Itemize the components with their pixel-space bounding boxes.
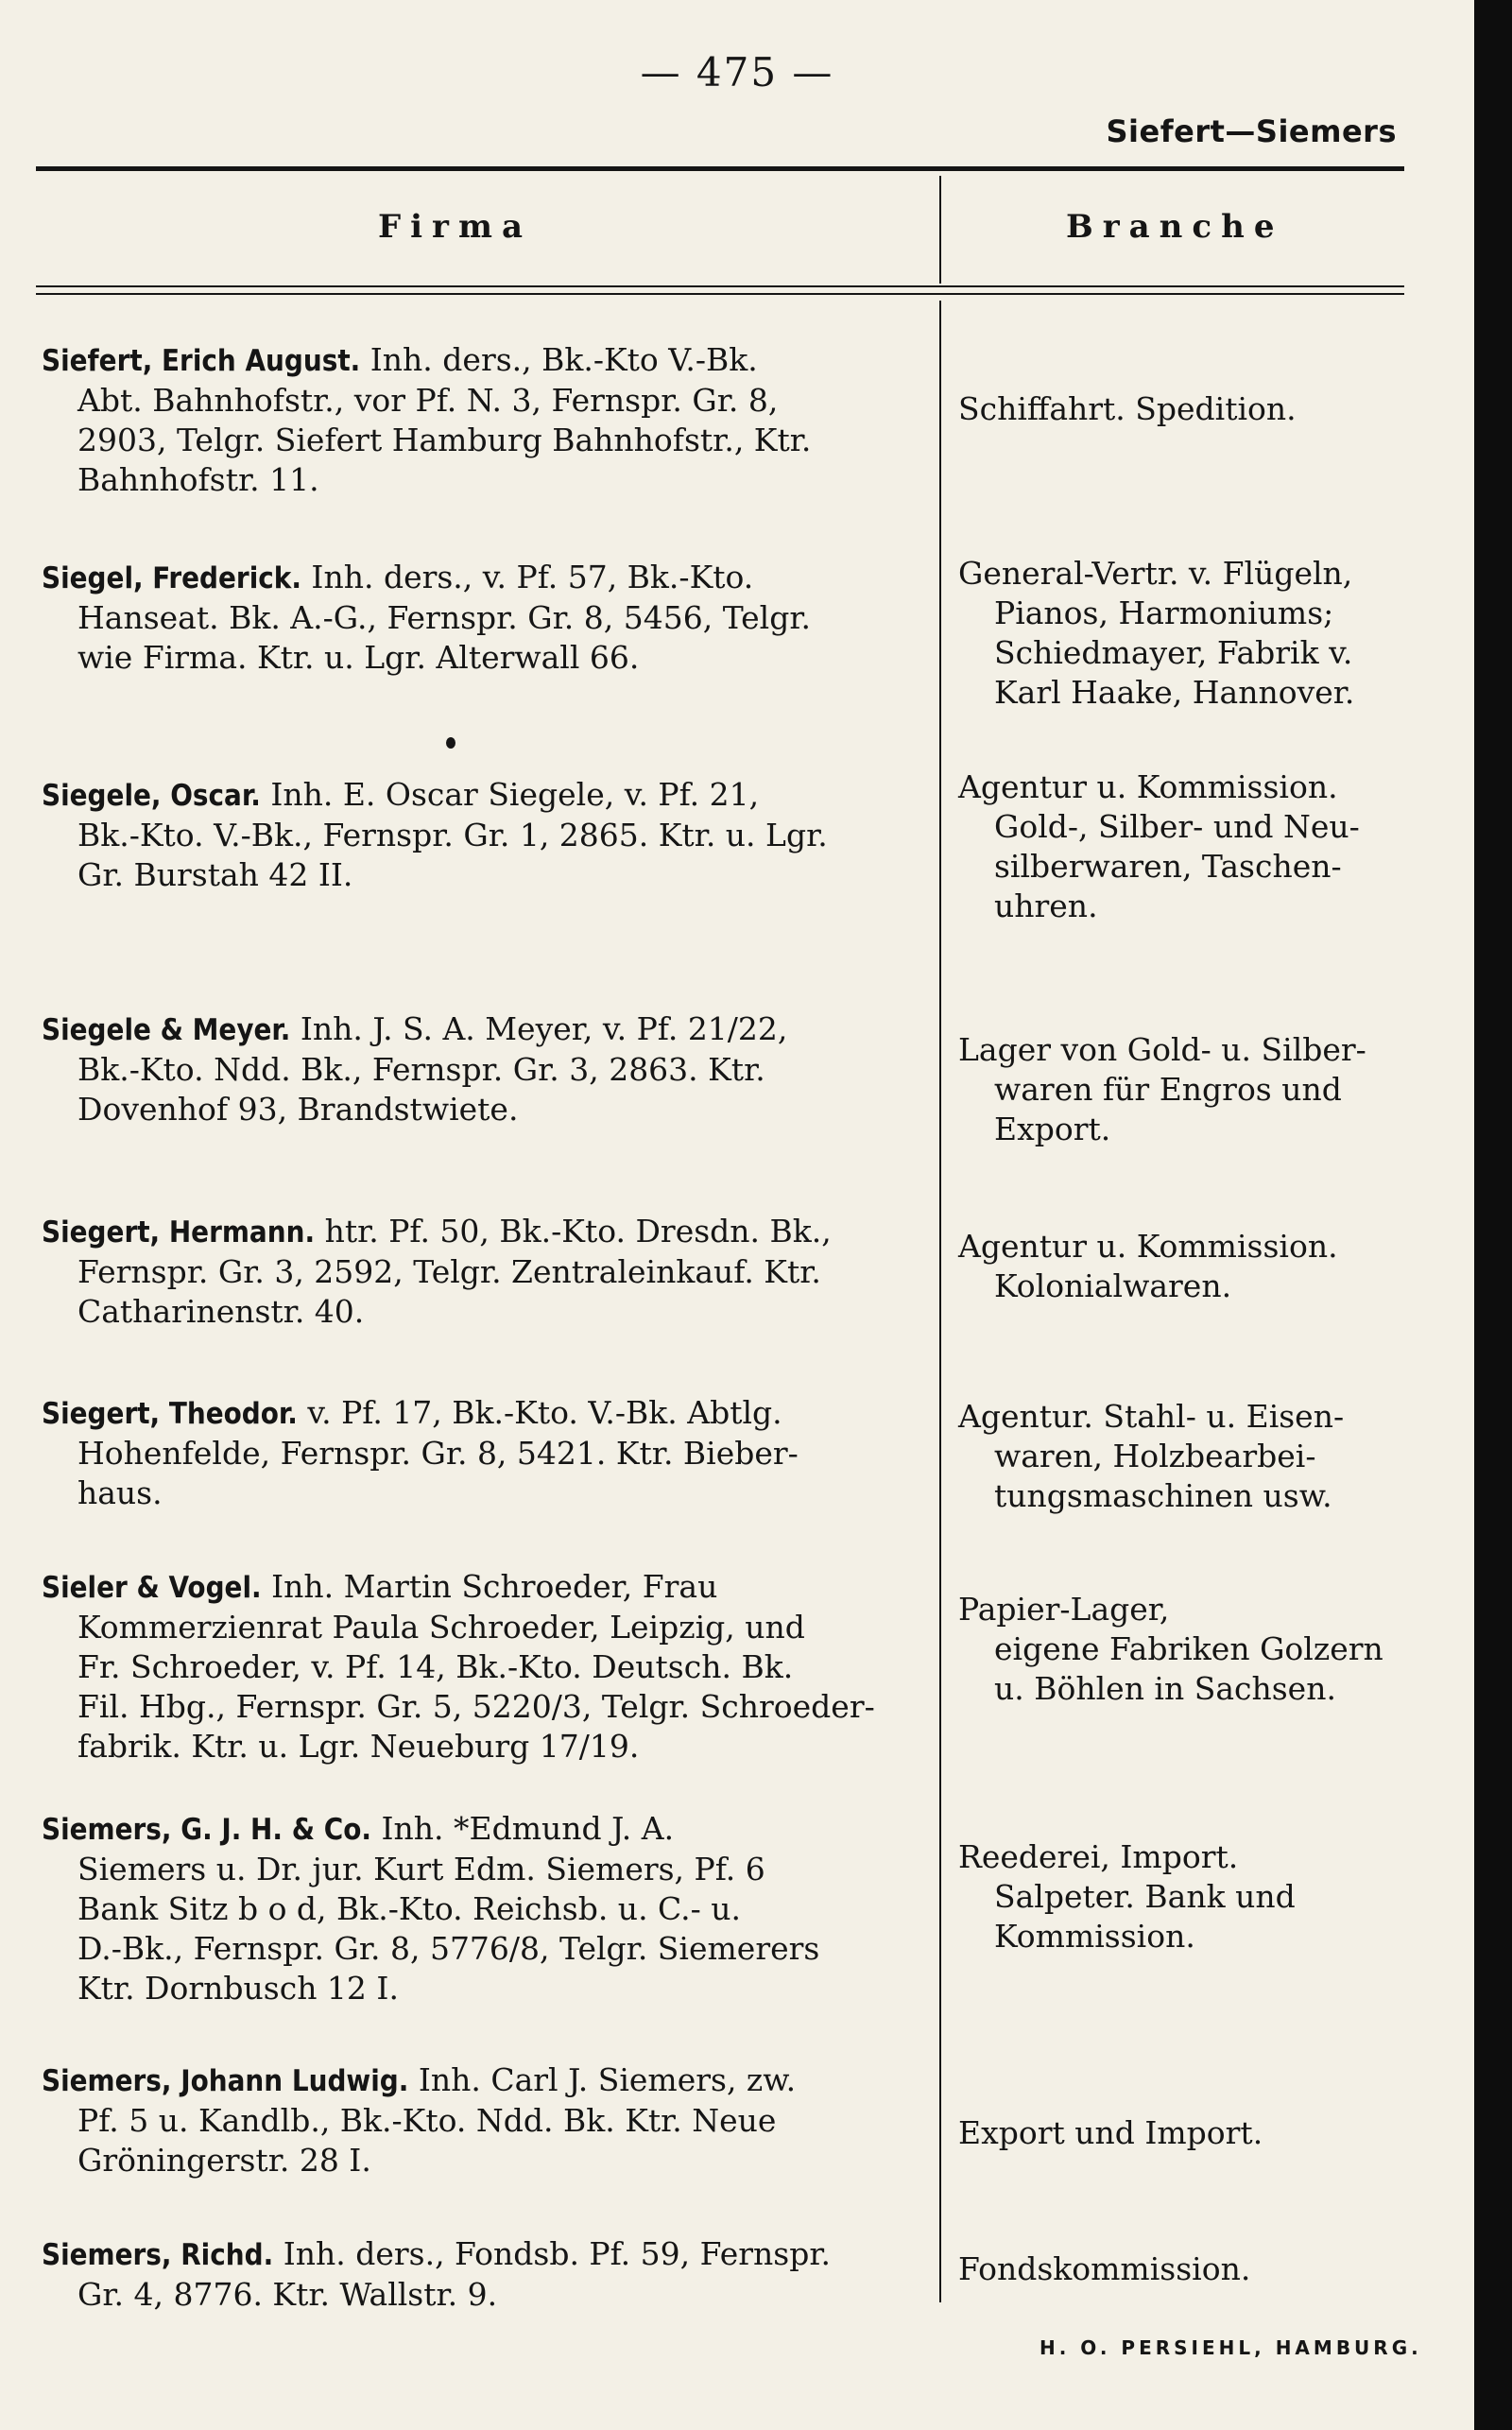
branche-line: Kommission. — [994, 1918, 1195, 1955]
branche-line: Salpeter. Bank und — [994, 1878, 1296, 1915]
firma-details: Siemers u. Dr. jur. Kurt Edm. Siemers, Pf. 6 — [77, 1851, 765, 1887]
branche-text — [958, 2249, 1431, 2289]
firma-line — [42, 816, 937, 855]
column-heading-branche: Branche — [1066, 208, 1284, 246]
firma-text — [42, 775, 937, 895]
firma-text — [42, 1809, 937, 2008]
firma-details: Bahnhofstr. 11. — [77, 461, 319, 498]
branche-line: silberwaren, Taschen- — [994, 848, 1342, 885]
branche-line: Reederei, Import. — [958, 1838, 1239, 1875]
firma-first-line — [42, 1212, 937, 1252]
firma-details: Bank Sitz b o d, Bk.-Kto. Reichsb. u. C.- u. — [77, 1890, 741, 1927]
firma-details: Kommerzienrat Paula Schroeder, Leipzig, und — [77, 1609, 805, 1646]
branche-text — [958, 1397, 1431, 1516]
firma-details: Pf. 5 u. Kandlb., Bk.-Kto. Ndd. Bk. Ktr. Neue — [77, 2102, 777, 2139]
page-edge — [1474, 0, 1512, 2430]
branche-line: Karl Haake, Hannover. — [994, 674, 1355, 711]
body-column-divider — [939, 301, 941, 2302]
header-column-divider — [939, 176, 941, 284]
firma-first-line — [42, 775, 937, 816]
branche-line: Gold-, Silber- und Neu- — [994, 808, 1360, 845]
company-name: Siegele & Meyer. — [42, 1013, 291, 1047]
firma-line — [42, 1647, 937, 1687]
branche-text — [958, 1227, 1431, 1306]
firma-first-line — [42, 2234, 937, 2275]
firma-line — [42, 421, 937, 460]
column-heading-firma: Firma — [378, 208, 532, 246]
branche-text — [958, 1837, 1431, 1956]
page-number: — 475 — — [640, 49, 834, 95]
firma-text — [42, 1009, 937, 1129]
branche-line: General-Vertr. v. Flügeln, — [958, 555, 1353, 592]
firma-details: fabrik. Ktr. u. Lgr. Neueburg 17/19. — [77, 1728, 640, 1765]
firma-details: Inh. *Edmund J. A. — [381, 1810, 675, 1847]
branche-line: waren für Engros und — [994, 1071, 1342, 1108]
firma-details: Catharinenstr. 40. — [77, 1293, 365, 1330]
firma-line — [42, 1434, 937, 1474]
firma-details: Fernspr. Gr. 3, 2592, Telgr. Zentraleinkauf. Ktr. — [77, 1253, 821, 1290]
firma-text — [42, 1212, 937, 1332]
firma-text — [42, 1393, 937, 1513]
branche-text — [958, 389, 1431, 429]
firma-details: haus. — [77, 1474, 163, 1511]
firma-details: Hohenfelde, Fernspr. Gr. 8, 5421. Ktr. Bieber- — [77, 1435, 799, 1472]
firma-details: Ktr. Dornbusch 12 I. — [77, 1970, 399, 2007]
branche-text — [958, 1030, 1431, 1149]
firma-line — [42, 1687, 937, 1727]
firma-details: Inh. ders., Bk.-Kto V.-Bk. — [369, 341, 758, 378]
firma-first-line — [42, 340, 937, 381]
ink-dot — [446, 737, 455, 749]
firma-details: Fr. Schroeder, v. Pf. 14, Bk.-Kto. Deutsch. Bk. — [77, 1648, 794, 1685]
branche-line: Agentur u. Kommission. — [958, 1228, 1338, 1265]
company-name: Siefert, Erich August. — [42, 344, 361, 378]
firma-line — [42, 460, 937, 500]
branche-line: Fondskommission. — [958, 2250, 1251, 2287]
firma-text — [42, 2060, 937, 2180]
firma-text — [42, 1567, 937, 1766]
company-name: Siemers, Johann Ludwig. — [42, 2064, 409, 2098]
firma-line — [42, 1929, 937, 1969]
firma-details: Hanseat. Bk. A.-G., Fernspr. Gr. 8, 5456, Telgr. — [77, 599, 811, 636]
firma-details: Fil. Hbg., Fernspr. Gr. 5, 5220/3, Telgr. Schroeder- — [77, 1688, 875, 1725]
firma-first-line — [42, 1009, 937, 1050]
branche-line: uhren. — [994, 888, 1098, 924]
firma-line — [42, 598, 937, 638]
branche-text — [958, 1590, 1431, 1709]
firma-line — [42, 638, 937, 678]
header-rule-double-1 — [36, 285, 1404, 287]
firma-line — [42, 855, 937, 895]
branche-line: tungsmaschinen usw. — [994, 1477, 1332, 1514]
branche-line: Schiedmayer, Fabrik v. — [994, 634, 1353, 671]
firma-details: Gröningerstr. 28 I. — [77, 2142, 371, 2179]
branche-line: Export. — [994, 1111, 1111, 1147]
firma-details: Inh. Carl J. Siemers, zw. — [418, 2061, 797, 2098]
running-head: Siefert—Siemers — [1106, 113, 1397, 149]
firma-first-line — [42, 558, 937, 598]
branche-line: Pianos, Harmoniums; — [994, 595, 1334, 631]
firma-line — [42, 1050, 937, 1090]
branche-line: u. Böhlen in Sachsen. — [994, 1670, 1336, 1707]
firma-details: Gr. Burstah 42 II. — [77, 856, 353, 893]
firma-details: Dovenhof 93, Brandstwiete. — [77, 1091, 519, 1128]
firma-line — [42, 1850, 937, 1889]
firma-line — [42, 2275, 937, 2315]
company-name: Siegel, Frederick. — [42, 561, 301, 595]
firma-line — [42, 1727, 937, 1766]
firma-details: D.-Bk., Fernspr. Gr. 8, 5776/8, Telgr. Siemerers — [77, 1930, 820, 1967]
firma-first-line — [42, 1809, 937, 1850]
company-name: Siegert, Hermann. — [42, 1215, 316, 1249]
firma-first-line — [42, 2060, 937, 2101]
company-name: Siegert, Theodor. — [42, 1397, 298, 1431]
firma-line — [42, 1090, 937, 1129]
firma-line — [42, 1969, 937, 2008]
company-name: Siemers, G. J. H. & Co. — [42, 1813, 371, 1847]
firma-first-line — [42, 1567, 937, 1608]
company-name: Siemers, Richd. — [42, 2238, 274, 2272]
firma-text — [42, 558, 937, 678]
company-name: Siegele, Oscar. — [42, 779, 261, 813]
branche-text — [958, 554, 1431, 713]
branche-text — [958, 2113, 1431, 2153]
firma-details: Inh. E. Oscar Siegele, v. Pf. 21, — [270, 776, 760, 813]
firma-details: Bk.-Kto. V.-Bk., Fernspr. Gr. 1, 2865. Ktr. u. Lgr. — [77, 817, 828, 853]
branche-line: Papier-Lager, — [958, 1591, 1170, 1628]
firma-details: v. Pf. 17, Bk.-Kto. V.-Bk. Abtlg. — [307, 1394, 782, 1431]
firma-details: Bk.-Kto. Ndd. Bk., Fernspr. Gr. 3, 2863. Ktr. — [77, 1051, 765, 1088]
firma-details: Gr. 4, 8776. Ktr. Wallstr. 9. — [77, 2276, 498, 2313]
header-rule-top — [36, 166, 1404, 171]
firma-line — [42, 1474, 937, 1513]
branche-line: Export und Import. — [958, 2114, 1263, 2151]
branche-text — [958, 767, 1431, 926]
firma-first-line — [42, 1393, 937, 1434]
branche-line: Lager von Gold- u. Silber- — [958, 1031, 1366, 1068]
header-rule-double-2 — [36, 293, 1404, 295]
firma-details: wie Firma. Ktr. u. Lgr. Alterwall 66. — [77, 639, 640, 676]
firma-line — [42, 1889, 937, 1929]
branche-line: Agentur. Stahl- u. Eisen- — [958, 1398, 1345, 1435]
firma-line — [42, 2141, 937, 2180]
printer-imprint: H. O. PERSIEHL, HAMBURG. — [1040, 2336, 1422, 2359]
firma-details: htr. Pf. 50, Bk.-Kto. Dresdn. Bk., — [324, 1213, 832, 1249]
branche-line: Kolonialwaren. — [994, 1267, 1232, 1304]
firma-details: Inh. J. S. A. Meyer, v. Pf. 21/22, — [300, 1010, 788, 1047]
firma-line — [42, 381, 937, 421]
firma-line — [42, 1252, 937, 1292]
firma-details: Abt. Bahnhofstr., vor Pf. N. 3, Fernspr. Gr. 8, — [77, 382, 779, 419]
firma-details: 2903, Telgr. Siefert Hamburg Bahnhofstr., Ktr. — [77, 422, 812, 458]
branche-line: Agentur u. Kommission. — [958, 768, 1338, 805]
firma-details: Inh. Martin Schroeder, Frau — [271, 1568, 718, 1605]
firma-line — [42, 1292, 937, 1332]
branche-line: waren, Holzbearbei- — [994, 1438, 1316, 1474]
firma-text — [42, 340, 937, 500]
firma-line — [42, 1608, 937, 1647]
branche-line: Schiffahrt. Spedition. — [958, 390, 1297, 427]
firma-text — [42, 2234, 937, 2315]
firma-line — [42, 2101, 937, 2141]
firma-details: Inh. ders., v. Pf. 57, Bk.-Kto. — [311, 559, 754, 595]
company-name: Sieler & Vogel. — [42, 1571, 262, 1605]
firma-details: Inh. ders., Fondsb. Pf. 59, Fernspr. — [283, 2235, 831, 2272]
branche-line: eigene Fabriken Golzern — [994, 1630, 1383, 1667]
